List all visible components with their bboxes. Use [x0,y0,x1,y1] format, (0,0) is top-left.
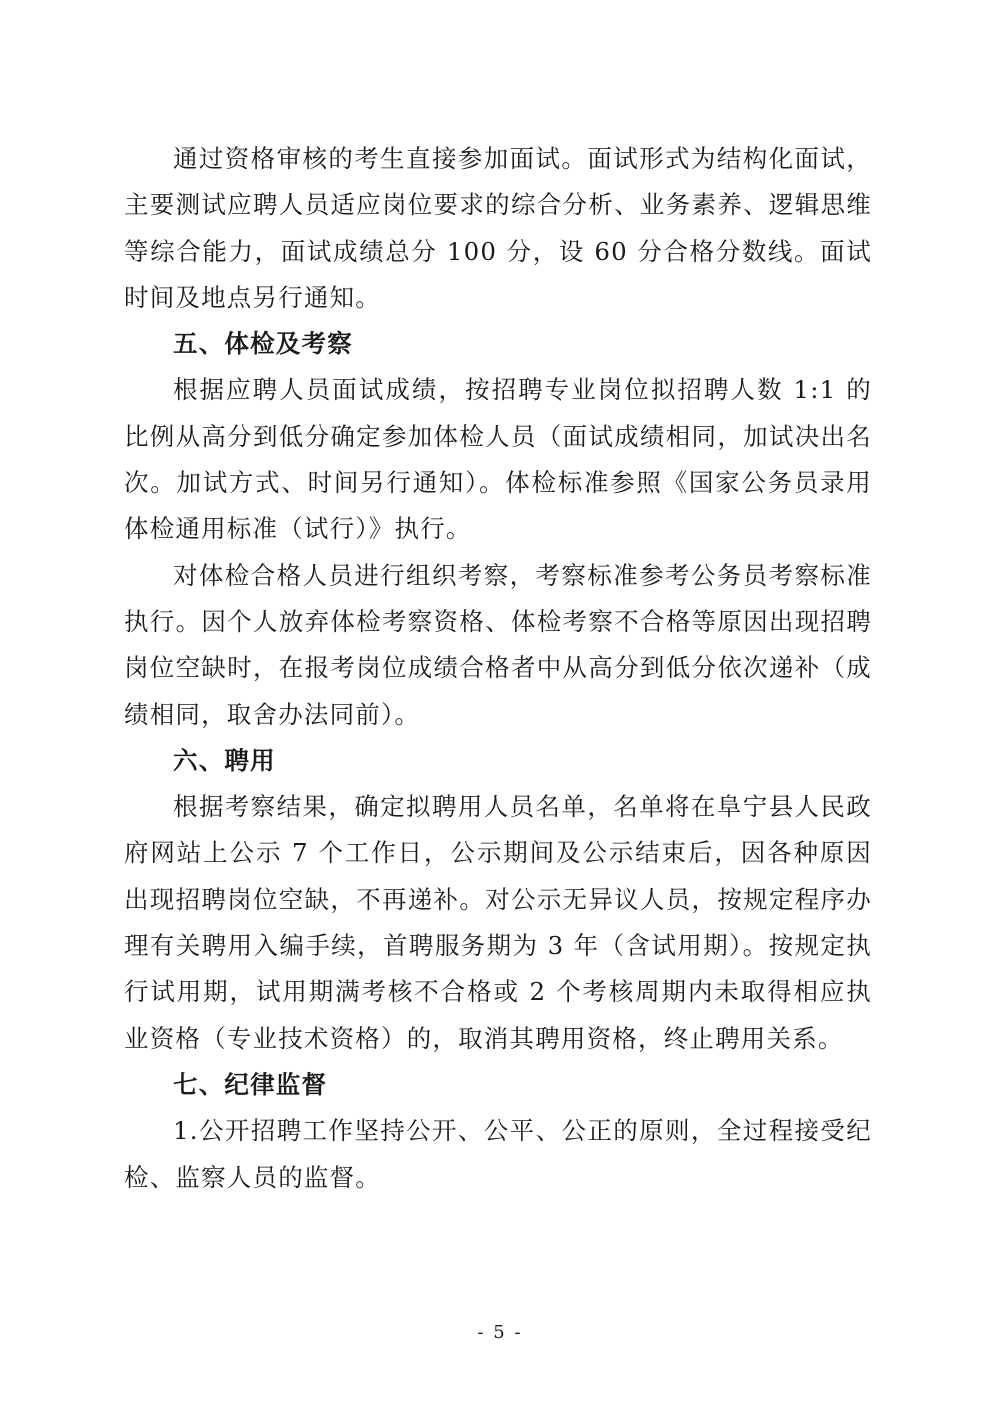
paragraph-medical-exam-ratio: 根据应聘人员面试成绩，按招聘专业岗位拟招聘人数 1:1 的比例从高分到低分确定参加体检人员（面试成绩相同，加试决出名次。加试方式、时间另行通知）。体检标准参照《国家公务员录用体检通用标准（试行）》执行。 [124,375,872,544]
paragraph-discipline-1: 1.公开招聘工作坚持公开、公平、公正的原则，全过程接受纪检、监察人员的监督。 [124,1116,872,1192]
paragraph-inspection: 对体检合格人员进行组织考察，考察标准参考公务员考察标准执行。因个人放弃体检考察资格、体检考察不合格等原因出现招聘岗位空缺时，在报考岗位成绩合格者中从高分到低分依次递补（成绩相同，取舍办法同前）。 [124,560,872,729]
paragraph-employment: 根据考察结果，确定拟聘用人员名单，名单将在阜宁县人民政府网站上公示 7 个工作日，公示期间及公示结束后，因各种原因出现招聘岗位空缺，不再递补。对公示无异议人员，按规定程序办理有关聘用入编手续，首聘服务期为 3 年（含试用期）。按规定执行试用期，试用期满考核不合格或 2 个考核周期内未取得相应执业资格（专业技术资格）的，取消其聘用资格，终止聘用关系。 [124,792,872,1053]
paragraph-interview: 通过资格审核的考生直接参加面试。面试形式为结构化面试，主要测试应聘人员适应岗位要求的综合分析、业务素养、逻辑思维等综合能力，面试成绩总分 100 分，设 60 分合格分数线。面试时间及地点另行通知。 [124,144,872,312]
section-heading-discipline: 七、纪律监督 [173,1069,328,1099]
page-number: - 5 - [477,1322,523,1343]
section-heading-medical-exam: 五、体检及考察 [173,329,353,359]
document-body [124,136,872,1201]
section-heading-employment: 六、聘用 [173,745,276,775]
